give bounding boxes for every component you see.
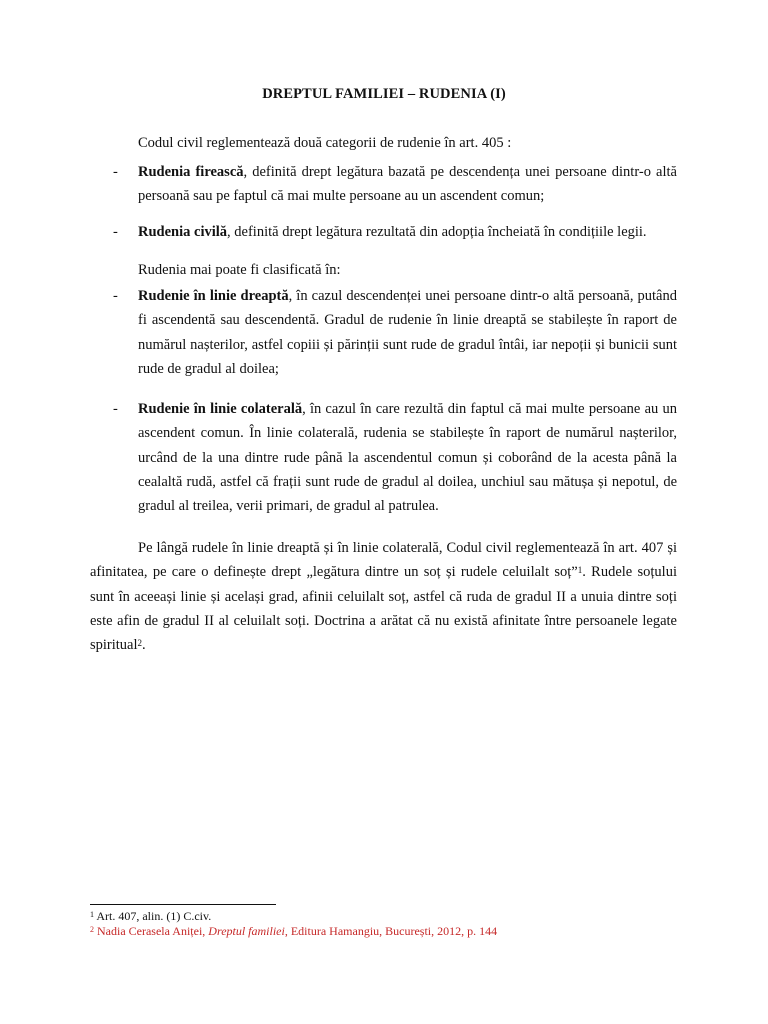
list-item-body <box>138 160 677 209</box>
footnote-separator <box>90 904 276 905</box>
paragraph-text: Pe lângă rudele în linie dreaptă și în linie colaterală, Codul civil reglementează în art. 407 și afinitatea, pe care o definește drept „legătura dintre un soț și rudele celuilalt soț” <box>90 540 677 581</box>
term-definition: , definită drept legătura bazată pe descendența unei persoane dintr-o altă persoană sau pe faptul că mai multe persoane au un ascendent comun; <box>138 164 677 205</box>
term-bold: Rudenie în linie dreaptă <box>138 288 289 304</box>
paragraph-text: . Rudele soțului sunt în aceeași linie și același grad, afinii celuilalt soț, astfel că ruda de gradul II a unuia dintre soți este afin de gradul II al celuilalt soți. Doctrina a arătat că nu există afinitate între persoanele legate spiritual <box>90 564 677 654</box>
term-bold: Rudenie în linie colaterală <box>138 401 303 417</box>
footnote-ref-1[interactable]: 1 <box>577 565 583 576</box>
footnote-number: 1 <box>90 910 94 919</box>
term-definition: , definită drept legătura rezultată din adopția încheiată în condițiile legii. <box>227 224 647 240</box>
footnote-text: Art. 407, alin. (1) C.civ. <box>94 909 212 923</box>
term-bold: Rudenia firească <box>138 164 244 180</box>
footnote-ref-2[interactable]: 2 <box>137 638 143 649</box>
list-dash: - <box>113 224 118 240</box>
list-item-body <box>138 397 677 518</box>
list-item-body <box>138 220 703 244</box>
footnote-number: 2 <box>90 925 94 934</box>
paragraph-text: . <box>142 637 146 654</box>
list-item-body <box>138 284 677 381</box>
footnote-1 <box>90 909 211 924</box>
term-definition: , în cazul descendenței unei persoane dintr-o altă persoană, putând fi ascendentă sau descendentă. Gradul de rudenie în linie dreaptă se stabilește în raport de numărul nașterilor, astfel copiii și părinții sunt rude de gradul întâi, iar nepoții și bunicii sunt rude de gradul al doilea; <box>138 288 677 377</box>
footnote-book-title: Dreptul familiei <box>208 924 285 938</box>
paragraph-afinitate <box>90 536 677 657</box>
list-dash: - <box>113 401 118 417</box>
list-dash: - <box>113 288 118 304</box>
footnote-text: Nadia Cerasela Aniței, <box>94 924 209 938</box>
list-dash: - <box>113 164 118 180</box>
intro-paragraph-categories: Codul civil reglementează două categorii de rudenie în art. 405 : <box>138 135 512 151</box>
footnote-2 <box>90 924 497 939</box>
document-title: DREPTUL FAMILIEI – RUDENIA (I) <box>262 86 506 102</box>
intro-paragraph-classification: Rudenia mai poate fi clasificată în: <box>138 262 341 278</box>
footnote-text: , Editura Hamangiu, București, 2012, p. 144 <box>284 924 498 938</box>
term-definition: , în cazul în care rezultă din faptul că mai multe persoane au un ascendent comun. În linie colaterală, rudenia se stabilește în raport de numărul nașterilor, urcând de la una dintre rude până la ascendentul comun și coborând de la acesta până la cealaltă rudă, astfel că frații sunt rude de gradul al doilea, unchiul sau mătușa și nepotul, de gradul al treilea, verii primari, de gradul al patrulea. <box>138 401 677 515</box>
term-bold: Rudenia civilă <box>138 224 228 240</box>
